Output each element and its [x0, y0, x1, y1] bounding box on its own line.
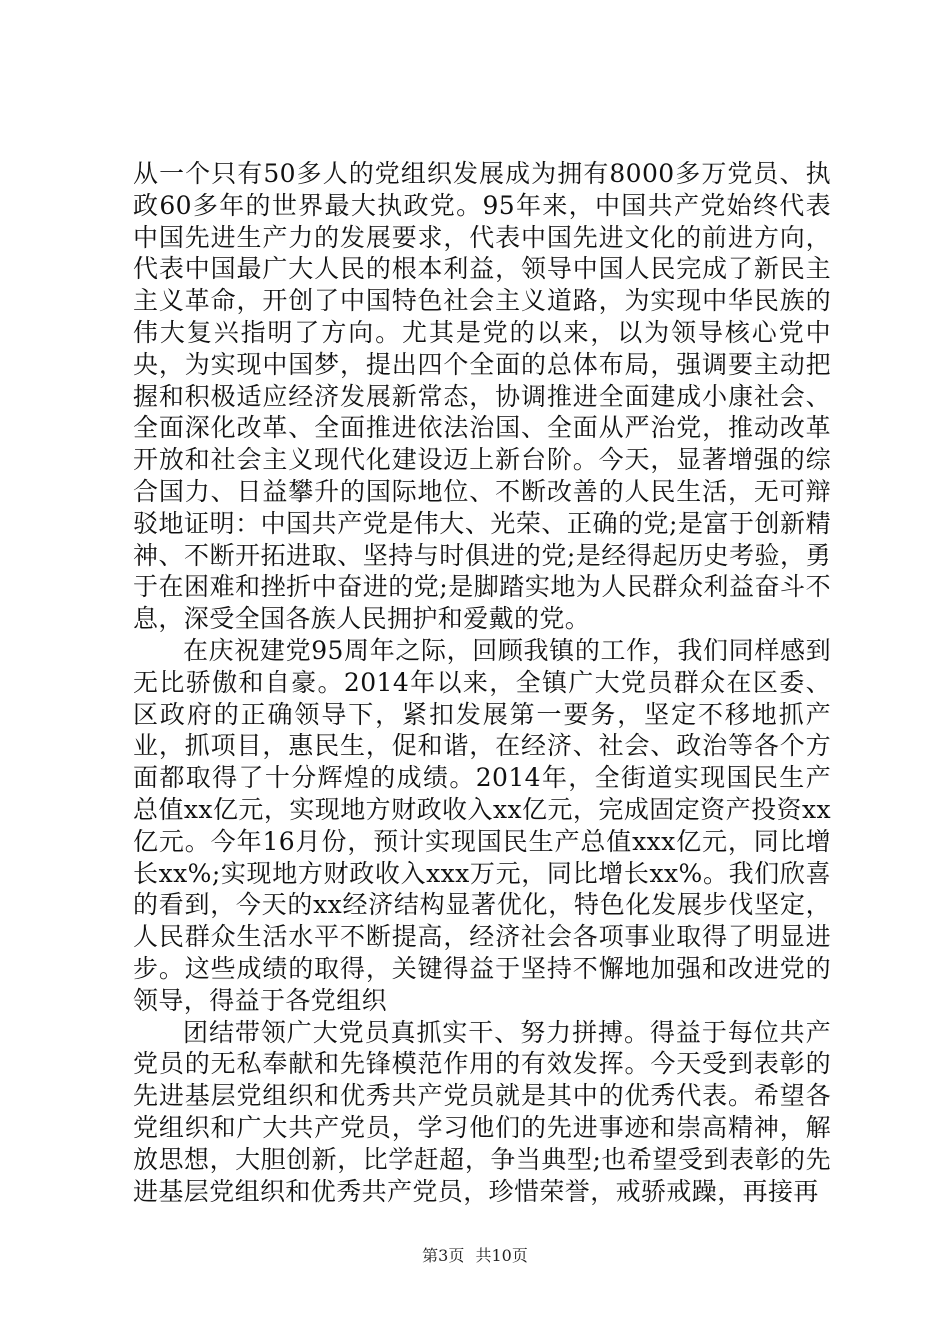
page-number: 第3页 [422, 1246, 465, 1265]
paragraph-1: 从一个只有50多人的党组织发展成为拥有8000多万党员、执政60多年的世界最大执政党。95年来，中国共产党始终代表中国先进生产力的发展要求，代表中国先进文化的前进方向，代表中国最广大人民的根本利益，领导中国人民完成了新民主主义革命，开创了中国特色社会主义道路，为实现中华民族的伟大复兴指明了方向。尤其是党的以来，以为领导核心党中央，为实现中国梦，提出四个全面的总体布局，强调要主动把握和积极适应经济发展新常态，协调推进全面建成小康社会、全面深化改革、全面推进依法治国、全面从严治党，推动改革开放和社会主义现代化建设迈上新台阶。今天，显著增强的综合国力、日益攀升的国际地位、不断改善的人民生活，无可辩驳地证明：中国共产党是伟大、光荣、正确的党;是富于创新精神、不断开拓进取、坚持与时俱进的党;是经得起历史考验，勇于在困难和挫折中奋进的党;是脚踏实地为人民群众利益奋斗不息，深受全国各族人民拥护和爱戴的党。 [133, 159, 831, 634]
paragraph-3: 团结带领广大党员真抓实干、努力拼搏。得益于每位共产党员的无私奉献和先锋模范作用的有效发挥。今天受到表彰的先进基层党组织和优秀共产党员就是其中的优秀代表。希望各党组织和广大共产党员，学习他们的先进事迹和崇高精神，解放思想，大胆创新，比学赶超，争当典型;也希望受到表彰的先进基层党组织和优秀共产党员，珍惜荣誉，戒骄戒躁，再接再 [133, 1017, 831, 1206]
paragraph-2: 在庆祝建党95周年之际，回顾我镇的工作，我们同样感到无比骄傲和自豪。2014年以来，全镇广大党员群众在区委、区政府的正确领导下，紧扣发展第一要务，坚定不移地抓产业，抓项目，惠民生，促和谐，在经济、社会、政治等各个方面都取得了十分辉煌的成绩。2014年，全街道实现国民生产总值xx亿元，实现地方财政收入xx亿元，完成固定资产投资xx亿元。今年16月份，预计实现国民生产总值xxx亿元，同比增长xx%;实现地方财政收入xxx万元，同比增长xx%。我们欣喜的看到，今天的xx经济结构显著优化，特色化发展步伐坚定，人民群众生活水平不断提高，经济社会各项事业取得了明显进步。这些成绩的取得，关键得益于坚持不懈地加强和改进党的领导，得益于各党组织 [133, 635, 831, 1015]
page-total: 共10页 [475, 1246, 528, 1265]
document-body [133, 158, 831, 1207]
page-footer [0, 1243, 950, 1266]
